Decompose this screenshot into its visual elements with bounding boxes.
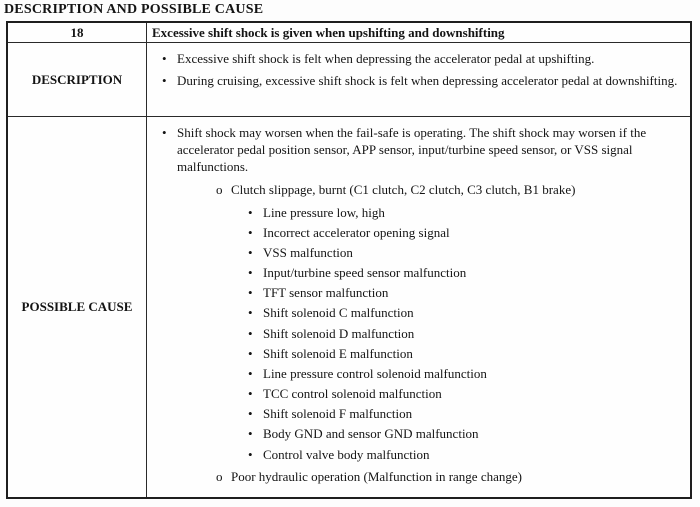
description-bullet-list [147, 50, 686, 89]
list-item [247, 425, 686, 442]
table-row-header [8, 23, 690, 43]
bullet-icon: • [248, 285, 253, 301]
list-item [161, 72, 686, 89]
list-item [247, 224, 686, 241]
list-item [247, 325, 686, 342]
description-cause-table [6, 21, 692, 499]
list-item [247, 345, 686, 362]
table-row-possible-cause [8, 117, 690, 497]
cause-sub-item-list [147, 204, 686, 463]
list-item [247, 264, 686, 281]
bullet-icon: • [248, 406, 253, 422]
list-item [247, 446, 686, 463]
list-item-text: Control valve body malfunction [263, 446, 430, 462]
list-item-text: Body GND and sensor GND malfunction [263, 426, 479, 442]
cause-group-clutch-slippage [215, 181, 686, 198]
list-item-text: Shift solenoid D malfunction [263, 325, 415, 341]
bullet-icon: • [248, 365, 253, 381]
page-title: DESCRIPTION AND POSSIBLE CAUSE [4, 2, 264, 17]
list-item-text: During cruising, excessive shift shock is felt when depressing accelerator pedal at downshifting. [177, 73, 678, 89]
bullet-icon: • [248, 446, 253, 462]
list-item [247, 204, 686, 221]
cause-group-text: Clutch slippage, burnt (C1 clutch, C2 clutch, C3 clutch, B1 brake) [231, 182, 576, 198]
bullet-icon: • [248, 265, 253, 281]
list-item-text: VSS malfunction [263, 244, 353, 260]
possible-cause-body [147, 117, 690, 497]
bullet-icon: • [248, 345, 253, 361]
list-item-text: TFT sensor malfunction [263, 285, 389, 301]
item-number-cell: 18 [8, 23, 147, 42]
list-item-text: Shift solenoid E malfunction [263, 345, 413, 361]
list-item [247, 244, 686, 261]
list-item-text: TCC control solenoid malfunction [263, 386, 442, 402]
cause-intro-text: Shift shock may worsen when the fail-safe is operating. The shift shock may worsen if the accelerator pedal position sensor, APP sensor, input/turbine speed sensor, or VSS signal malfunctions. [177, 125, 647, 175]
cause-group-poor-hydraulic [215, 468, 686, 485]
list-item-text: Line pressure control solenoid malfunction [263, 365, 487, 381]
table-row-description [8, 43, 690, 117]
bullet-icon: • [162, 73, 167, 89]
cause-intro-item [161, 124, 686, 175]
bullet-icon: • [162, 125, 167, 140]
description-label: DESCRIPTION [8, 43, 147, 116]
bullet-icon: • [248, 305, 253, 321]
bullet-icon: • [248, 426, 253, 442]
list-item-text: Line pressure low, high [263, 204, 385, 220]
cause-group-text: Poor hydraulic operation (Malfunction in range change) [231, 468, 522, 484]
list-item-text: Shift solenoid F malfunction [263, 406, 413, 422]
list-item [247, 385, 686, 402]
list-item-text: Excessive shift shock is felt when depressing the accelerator pedal at upshifting. [177, 51, 595, 66]
bullet-icon: • [248, 224, 253, 240]
list-item [247, 365, 686, 382]
list-item [247, 405, 686, 422]
list-item-text: Incorrect accelerator opening signal [263, 224, 450, 240]
circle-bullet-icon: o [216, 182, 223, 198]
list-item-text: Shift solenoid C malfunction [263, 305, 414, 321]
list-item [161, 50, 686, 67]
bullet-icon: • [248, 386, 253, 402]
fault-title-cell: Excessive shift shock is given when upshifting and downshifting [152, 24, 505, 40]
list-item-text: Input/turbine speed sensor malfunction [263, 265, 467, 281]
description-body [147, 43, 690, 116]
list-item [247, 284, 686, 301]
bullet-icon: • [248, 244, 253, 260]
possible-cause-label: POSSIBLE CAUSE [8, 117, 147, 497]
bullet-icon: • [162, 51, 167, 66]
bullet-icon: • [248, 325, 253, 341]
circle-bullet-icon: o [216, 468, 223, 484]
list-item [247, 304, 686, 321]
bullet-icon: • [248, 204, 253, 220]
